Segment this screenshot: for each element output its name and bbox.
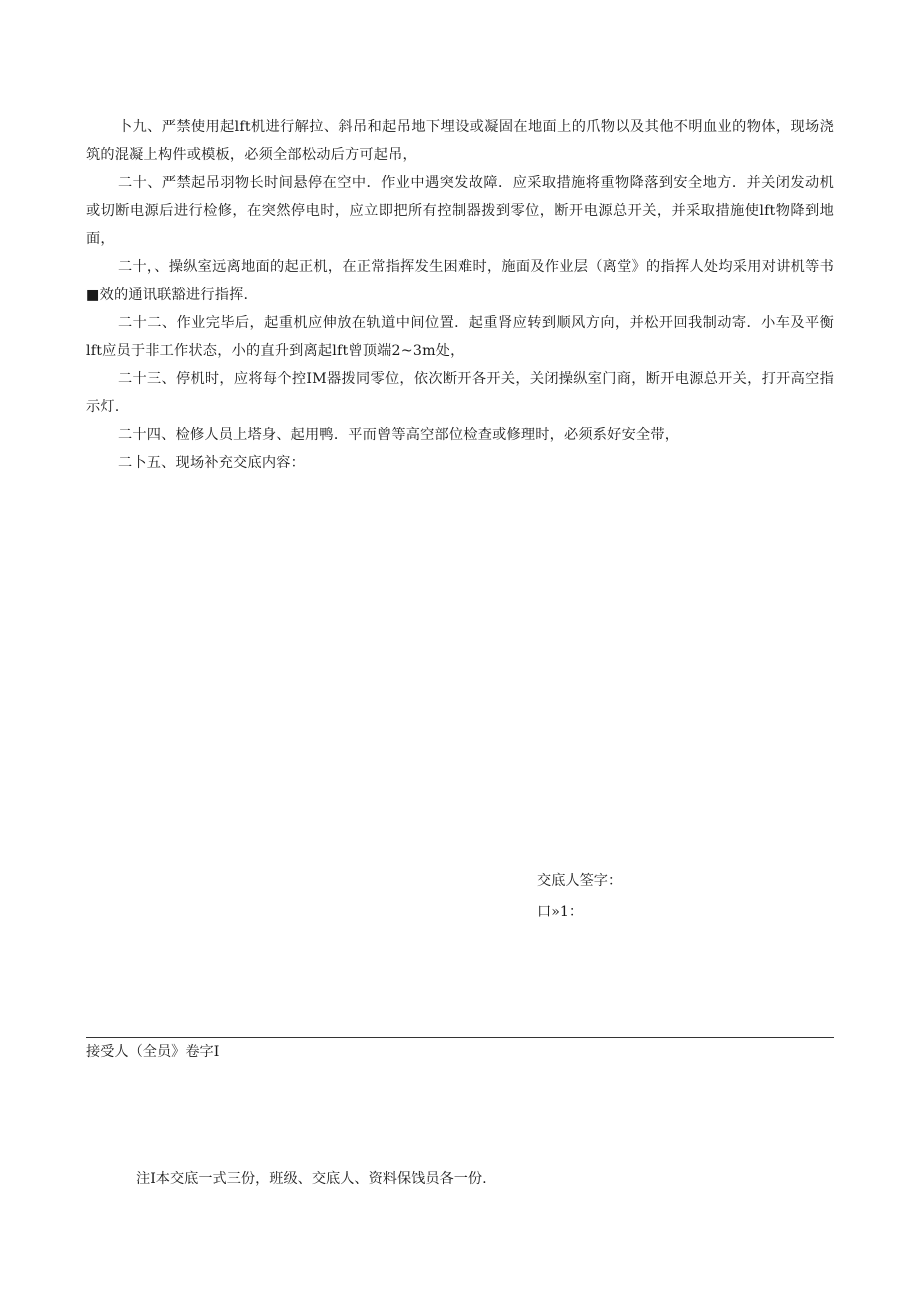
footnote: 注I本交底一式三份，班级、交底人、资料保饯员各一份. (136, 1171, 487, 1187)
clause-24: 二十四、检修人员上塔身、起用鸭．平而曾等高空部位检查或修理时，必须系好安全带， (118, 427, 680, 443)
clause-19: 卜九、严禁使用起lft机进行解拉、斜吊和起吊地下埋设或凝固在地面上的爪物以及其他不明血业的物体，现场浇筑的混凝上构件或模板，必须全部松动后方可起吊， (86, 119, 834, 163)
date-label: 口»1： (537, 904, 584, 920)
discloser-signature-label: 交底人筌字： (537, 873, 623, 889)
divider-line (86, 1037, 834, 1038)
receiver-signature-label: 接受人（全员》卷字I (86, 1044, 220, 1060)
clause-21: 二十，、操纵室远离地面的起正机，在正常指挥发生困难时，施面及作业层（离堂》的指挥人处均采用对讲机等书■效的通讯联豁进行指挥. (86, 259, 834, 303)
clause-22: 二十二、作业完毕后，起重机应伸放在轨道中间位置．起重肾应转到顺风方向，并松开回我制动寄．小车及平衡lft应员于非工作状态，小的直升到离起lft曾顶端2~3m处， (86, 315, 834, 359)
disclosure-clauses (86, 113, 834, 477)
clause-20: 二十、严禁起吊羽物长时间悬停在空中．作业中遇突发故障．应采取措施将重物降落到安全地方．并关闭发动机或切断电源后进行检修，在突然停电时，应立即把所有控制器拨到零位，断开电源总开关，并采取措施使lft物降到地面， (86, 175, 834, 247)
clause-25: 二卜五、现场补充交底内容： (118, 455, 306, 471)
clause-23: 二十三、停机时，应将每个控IM器拨同零位，依次断开各开关，关闭操纵室门商，断开电源总开关，打开高空指示灯. (86, 371, 834, 415)
